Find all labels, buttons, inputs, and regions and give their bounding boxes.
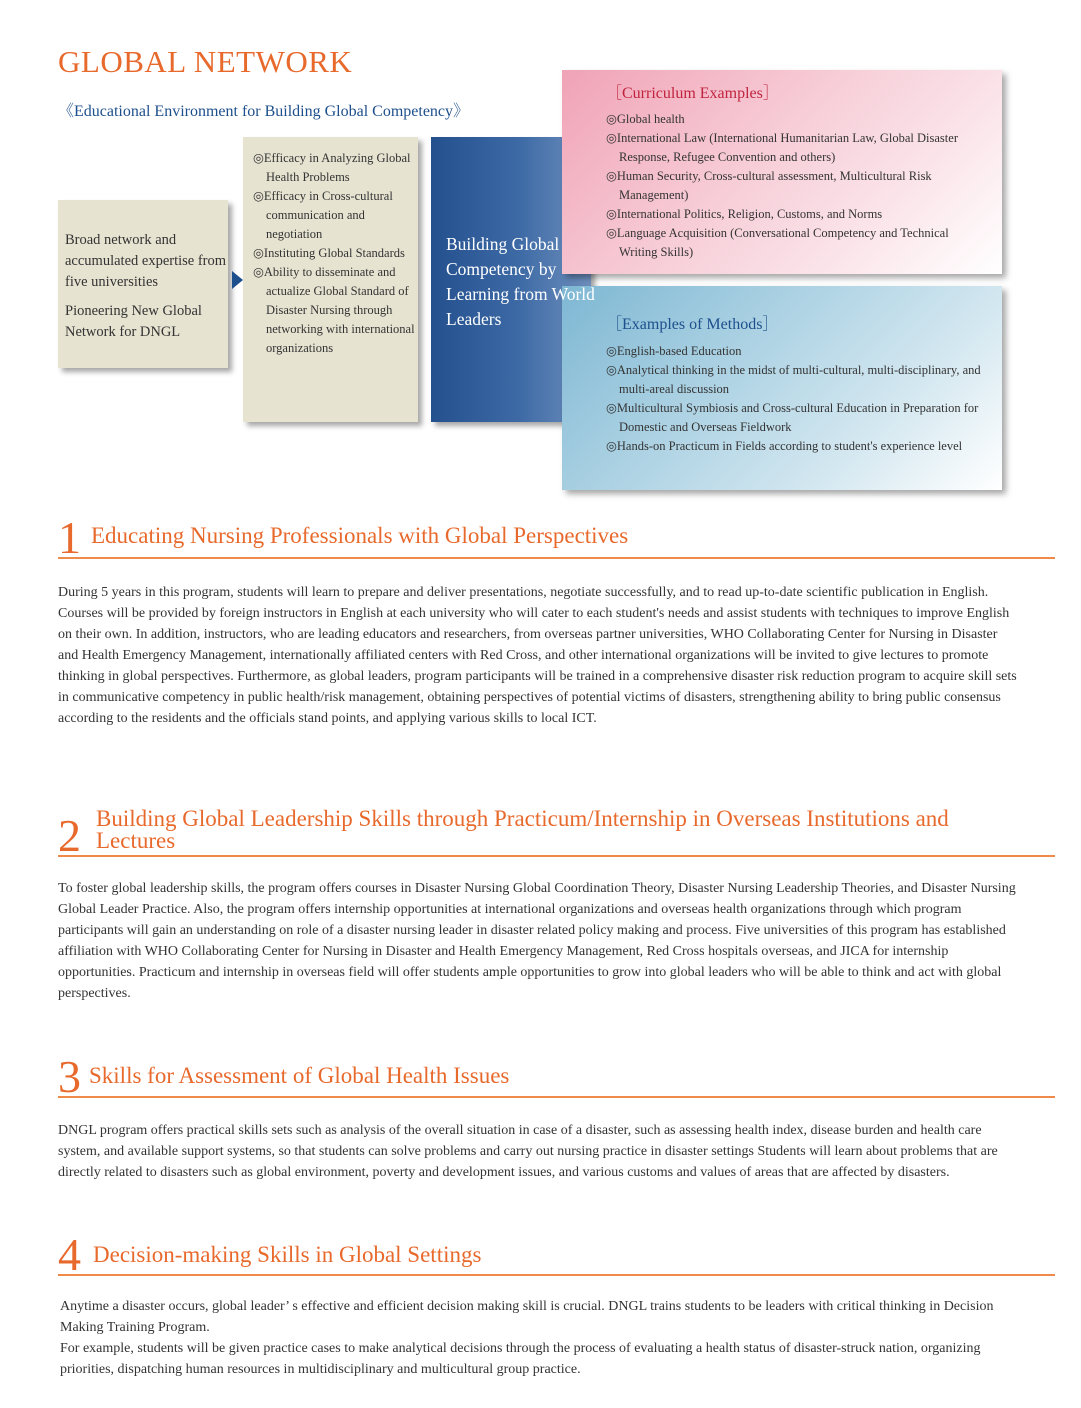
section-paragraph: To foster global leadership skills, the program offers courses in Disaster Nursing Global Coordination Theory, Disaster Nursing Leadership Theories, and Disaster Nursing Global Leader Practice. Also, the program offers internship opportunities at international organizations and overseas health organizations through which program participants will gain an understanding on role of a disaster nursing leader in disaster related policy making and process. Five universities of this program has established affiliation with WHO Collaborating Center for Nursing in Disaster and Health Emergency Management, Red Cross hospitals overseas, and JICA for internship opportunities. Practicum and internship in overseas field will offer students ample opportunities to grow into global leaders who will be able to think and act with global perspectives. (58, 881, 1016, 1001)
methods-panel (562, 286, 1002, 490)
section-body (58, 1120, 1018, 1183)
methods-item: ◎Analytical thinking in the midst of multi-cultural, multi-disciplinary, and multi-areal discussion (606, 363, 981, 396)
curriculum-item: ◎International Politics, Religion, Customs, and Norms (606, 207, 883, 221)
competency-item: ◎Efficacy in Analyzing Global Health Problems (253, 151, 411, 184)
section-heading (58, 1050, 1055, 1102)
section-heading (58, 796, 1055, 861)
section-body (58, 878, 1018, 1004)
section-paragraph: Anytime a disaster occurs, global leader’ s effective and efficient decision making skill is crucial. DNGL trains students to be leaders with critical thinking in Decision Making Training Program. (60, 1299, 994, 1335)
section-3 (58, 1050, 1055, 1180)
section-heading (58, 510, 1055, 563)
center-box-text: Building Global Competency by Learning from World Leaders (446, 234, 595, 329)
section-heading (58, 1229, 1055, 1280)
section-number: 2 (58, 810, 81, 861)
competency-item: ◎Ability to disseminate and actualize Global Standard of Disaster Nursing through networking with international organizations (253, 265, 415, 355)
section-paragraph: DNGL program offers practical skills sets such as analysis of the overall situation in case of a disaster, such as assessing health index, disease burden and health care system, and available support systems, so that students can solve problems and carry out nursing practice in disaster settings Students will learn about problems that are directly related to disasters such as global environment, poverty and development issues, and various customs and values of areas that are affected by disasters. (58, 1123, 998, 1180)
curriculum-title: ［Curriculum Examples］ (606, 85, 779, 102)
section-title: Decision-making Skills in Global Settings (93, 1242, 482, 1267)
network-box-line1: Broad network and accumulated expertise from five universities (65, 232, 227, 290)
section-1 (58, 510, 1055, 726)
section-number: 4 (58, 1229, 81, 1280)
methods-item: ◎Multicultural Symbiosis and Cross-cultural Education in Preparation for Domestic and Overseas Fieldwork (606, 401, 979, 434)
curriculum-panel (562, 70, 1002, 274)
section-paragraph: During 5 years in this program, students will learn to prepare and deliver presentations, negotiate successfully, and to read up-to-date scientific publication in English. Courses will be provided by foreign instructors in English at each university who will cater to each student's needs and assist students with techniques to improve English on their own. In addition, instructors, who are leading educators and researchers, from overseas partner universities, WHO Collaborating Center for Nursing in Disaster and Health Emergency Management, internationally affiliated centers with Red Cross, and other international organizations will be invited to give lectures to promote thinking in global perspectives. Furthermore, as global leaders, program participants will be trained in a comprehensive disaster risk reduction program to acquire skill sets in communicative competency in public health/risk management, obtaining perspectives of potential victims of disasters, strengthening ability to bring public consensus according to the residents and the officials stand points, and applying various skills to local ICT. (58, 585, 1017, 726)
competency-box (243, 137, 418, 422)
section-body (58, 582, 1018, 729)
methods-item: ◎Hands-on Practicum in Fields according to student's experience level (606, 439, 963, 453)
curriculum-item: ◎International Law (International Humanitarian Law, Global Disaster Response, Refugee Convention and others) (606, 131, 958, 164)
section-2 (58, 796, 1055, 1001)
methods-title: ［Examples of Methods］ (606, 316, 779, 333)
section-4 (58, 1229, 1055, 1377)
section-title: Skills for Assessment of Global Health Issues (89, 1063, 510, 1088)
methods-item: ◎English-based Education (606, 344, 742, 358)
competency-item: ◎Instituting Global Standards (253, 246, 405, 260)
network-box-line2: Pioneering New Global Network for DNGL (65, 303, 202, 340)
section-number: 1 (58, 512, 81, 563)
network-box (58, 200, 228, 368)
curriculum-item: ◎Global health (606, 112, 685, 126)
competency-item: ◎Efficacy in Cross-cultural communication and negotiation (253, 189, 393, 241)
section-number: 3 (58, 1051, 81, 1102)
section-title: Building Global Leadership Skills through Practicum/Internship in Overseas Institutions and Lectures (96, 806, 949, 853)
curriculum-item: ◎Language Acquisition (Conversational Competency and Technical Writing Skills) (606, 226, 949, 259)
section-body (60, 1296, 1020, 1380)
section-paragraph: For example, students will be given practice cases to make analytical decisions through the process of evaluating a health status of disaster-struck nation, organizing priorities, dispatching human resources in multidisciplinary and multicultural group practice. (60, 1341, 981, 1377)
curriculum-item: ◎Human Security, Cross-cultural assessment, Multicultural Risk Management) (606, 169, 932, 202)
arrow-right-icon (232, 271, 243, 289)
page-subtitle: 《Educational Environment for Building Global Competency》 (58, 103, 470, 120)
section-title: Educating Nursing Professionals with Global Perspectives (91, 523, 629, 548)
page-title: GLOBAL NETWORK (58, 44, 353, 79)
